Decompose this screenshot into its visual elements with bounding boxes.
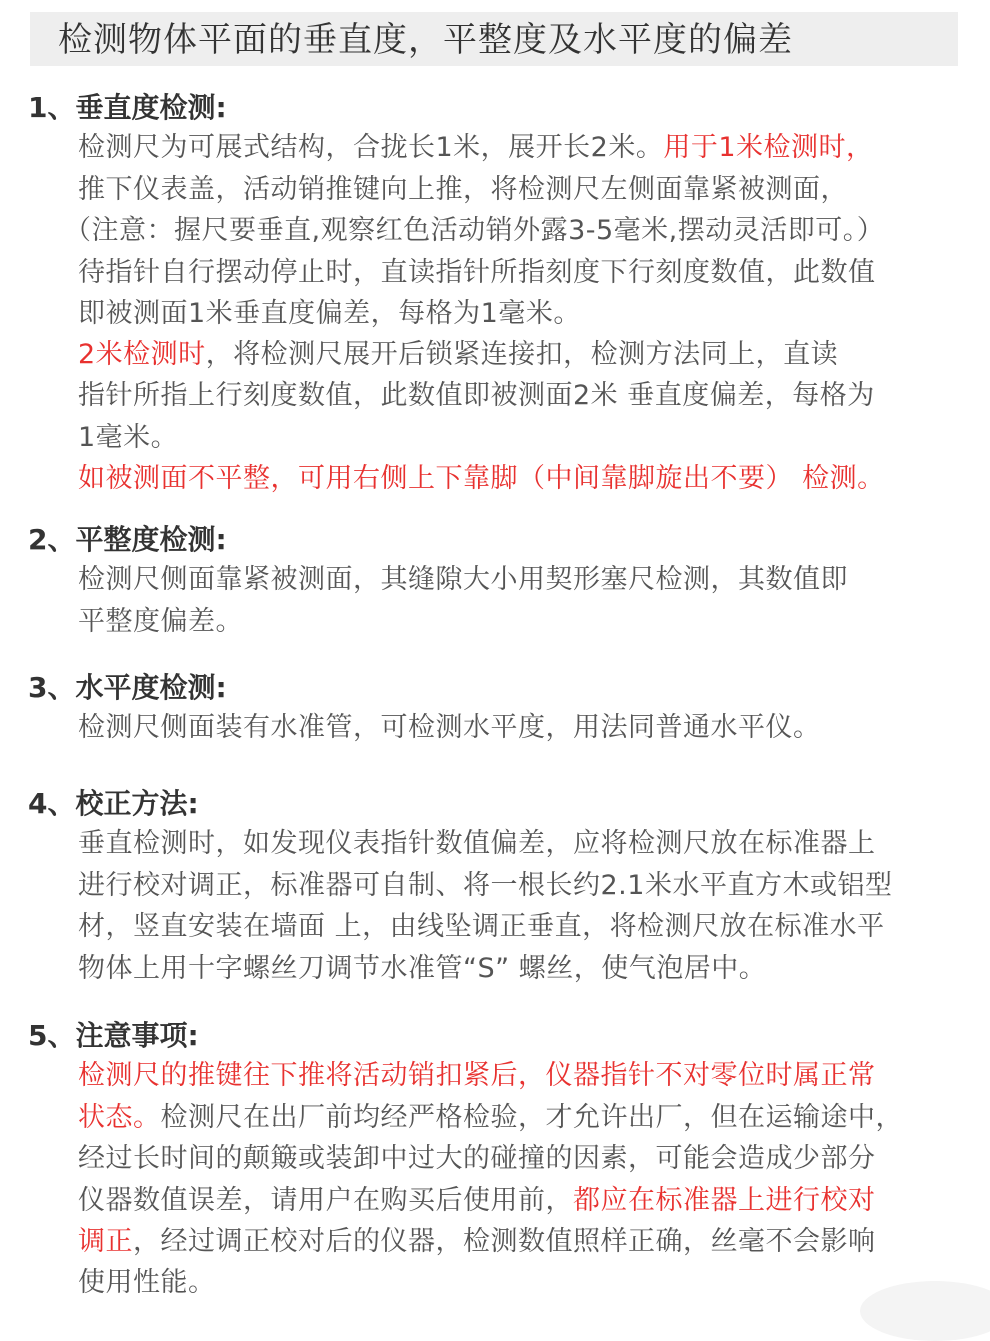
text-line: 推下仪表盖，活动销推键向上推，将检测尺左侧面靠紧被测面， xyxy=(78,174,848,205)
section-heading: 4、校正方法: xyxy=(28,787,199,820)
text-line: 仪器数值误差，请用户在购买后使用前，都应在标准器上进行校对 xyxy=(78,1185,876,1216)
highlight-text: 状态。 xyxy=(78,1102,161,1133)
highlight-line: 如被测面不平整，可用右侧上下靠脚（中间靠脚旋出不要） 检测。 xyxy=(78,463,885,494)
text-line: 平整度偏差。 xyxy=(78,606,243,637)
text-line: 检测尺侧面装有水准管，可检测水平度，用法同普通水平仪。 xyxy=(78,712,821,743)
text-line: 进行校对调正，标准器可自制、将一根长约2.1米水平直方木或铝型 xyxy=(78,870,893,901)
section-heading: 5、注意事项: xyxy=(28,1019,199,1052)
section-heading: 3、水平度检测: xyxy=(28,671,227,704)
text-line: 材，竖直安装在墙面 上，由线坠调正垂直，将检测尺放在标准水平 xyxy=(78,911,885,942)
text-line: 待指针自行摆动停止时，直读指针所指刻度下行刻度数值，此数值 xyxy=(78,257,876,288)
highlight-text: 2米检测时 xyxy=(78,339,206,370)
text-line: 调正，经过调正校对后的仪器，检测数值照样正确，丝毫不会影响 xyxy=(78,1226,876,1257)
text-line: 状态。检测尺在出厂前均经严格检验，才允许出厂，但在运输途中， xyxy=(78,1102,903,1133)
text-line: 即被测面1米垂直度偏差，每格为1毫米。 xyxy=(78,298,581,329)
section-heading: 1、垂直度检测: xyxy=(28,91,227,124)
text-line: 1毫米。 xyxy=(78,422,179,453)
section-heading: 2、平整度检测: xyxy=(28,523,227,556)
text-line: 2米检测时，将检测尺展开后锁紧连接扣，检测方法同上，直读 xyxy=(78,339,839,370)
text-line: 指针所指上行刻度数值，此数值即被测面2米 垂直度偏差，每格为 xyxy=(78,380,875,411)
text-line: 经过长时间的颠簸或装卸中过大的碰撞的因素，可能会造成少部分 xyxy=(78,1143,876,1174)
highlight-text: 用于1米检测时， xyxy=(663,132,874,163)
highlight-text: 调正 xyxy=(78,1226,133,1257)
highlight-line: 检测尺的推键往下推将活动销扣紧后，仪器指针不对零位时属正常 xyxy=(78,1060,876,1091)
text-line: 使用性能。 xyxy=(78,1267,216,1298)
text-line: 垂直检测时，如发现仪表指针数值偏差，应将检测尺放在标准器上 xyxy=(78,828,876,859)
page-title: 检测物体平面的垂直度，平整度及水平度的偏差 xyxy=(58,20,793,60)
text-line: （注意：握尺要垂直,观察红色活动销外露3-5毫米,摆动灵活即可。） xyxy=(64,215,885,246)
text-line: 检测尺侧面靠紧被测面，其缝隙大小用契形塞尺检测，其数值即 xyxy=(78,564,848,595)
text-line: 物体上用十字螺丝刀调节水准管“S” 螺丝，使气泡居中。 xyxy=(78,953,767,984)
text-line: 检测尺为可展式结构，合拢长1米，展开长2米。用于1米检测时， xyxy=(78,132,874,163)
corner-decoration xyxy=(860,1281,990,1341)
highlight-text: 都应在标准器上进行校对 xyxy=(573,1185,876,1216)
